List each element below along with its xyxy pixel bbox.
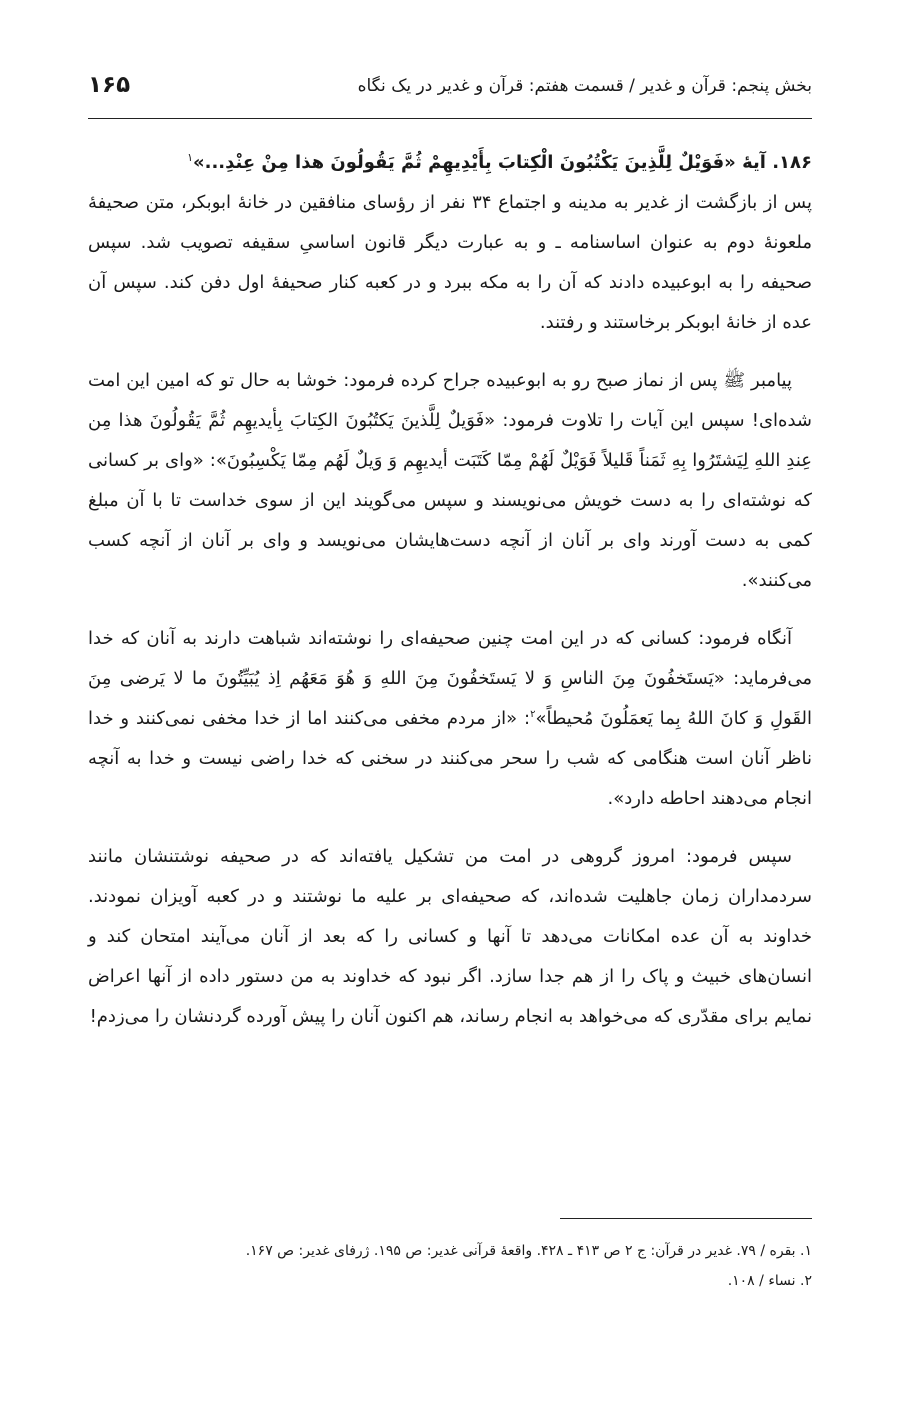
verse-heading xyxy=(88,142,812,179)
paragraph-2: پیامبر ﷺ پس از نماز صبح رو به ابوعبیده جراح کرده فرمود: خوشا به حال تو که امین این امت شده‌ای! سپس این آیات را تلاوت فرمود: «فَوَیلٌ لِلَّذینَ یَکتُبُونَ الکِتابَ بِأیدیهِم ثُمَّ یَقُولُونَ هذا مِن عِندِ اللهِ لِیَشتَرُوا بِهِ ثَمَناً قَلیلاً فَوَیْلٌ لَهُمْ مِمّا کَتَبَت أیدیهِم وَ وَیلٌ لَهُم مِمّا یَکْسِبُونَ»: «وای بر کسانی که نوشته‌ای را به دست خویش می‌نویسند و سپس می‌گویند این از سوی خداست تا با آن مبلغ کمی به دست آورند وای بر آنان از آنچه دست‌هایشان می‌نویسد و وای بر آنان از آنچه کسب می‌کنند». xyxy=(88,370,812,591)
page-number: ۱۶۵ xyxy=(88,72,131,98)
page-body xyxy=(88,142,812,1055)
paragraph-3 xyxy=(88,619,812,819)
footnotes xyxy=(88,1236,812,1296)
page-header xyxy=(88,72,812,112)
footnote-ref-2: ۲ xyxy=(530,709,536,720)
footnote-rule xyxy=(560,1218,812,1219)
footnote-ref-1: ۱ xyxy=(187,151,193,164)
paragraph-4: سپس فرمود: امروز گروهی در امت من تشکیل یافته‌اند که در صحیفه نوشتنشان مانند سردمداران زمان جاهلیت شده‌اند، که صحیفه‌ای بر علیه ما نوشتند و در کعبه آویزان نمودند. خداوند به آن عده امکانات می‌دهد تا آنها و کسانی را که بعد از آنان می‌آیند امتحان کند و انسان‌های خبیث و پاک را از هم جدا سازد. اگر نبود که خداوند به من دستور داده از آنها اعراض نمایم برای مقدّری که می‌خواهد به انجام رساند، هم اکنون آنان را پیش آورده گردنشان را می‌زدم! xyxy=(88,846,812,1027)
paragraph-1: پس از بازگشت از غدیر به مدینه و اجتماع ۳۴ نفر از رؤسای منافقین در خانهٔ ابوبکر، متن صحیفهٔ ملعونهٔ دوم به عنوان اساسنامه ـ و به عبارت دیگر قانون اساسیِ سقیفه تصویب شد. سپس صحیفه را به ابوعبیده دادند که آن را به مکه ببرد و در کعبه کنار صحیفهٔ اول دفن کند. سپس آن عده از خانهٔ ابوبکر برخاستند و رفتند. xyxy=(88,192,813,333)
paragraph-3-text: آنگاه فرمود: کسانی که در این امت چنین صحیفه‌ای را نوشته‌اند شباهت دارند به آنان که خدا می‌فرماید: «یَستَخفُونَ مِنَ الناسِ وَ لا یَستَخفُونَ مِنَ اللهِ وَ هُوَ مَعَهُم اِذ یُبَیِّتُونَ ما لا یَرضی مِنَ القَولِ وَ کانَ اللهُ بِما یَعمَلُونَ مُحیطاً» xyxy=(88,628,813,729)
verse-heading-text: ۱۸۶. آیهٔ «فَوَیْلٌ لِلَّذِینَ یَکْتُبُونَ الْکِتابَ بِأَیْدِیهِمْ ثُمَّ یَقُولُونَ هذا مِنْ عِنْدِ...» xyxy=(192,152,812,173)
footnote-1: ۱. بقره / ۷۹. غدیر در قرآن: ج ۲ ص ۴۱۳ ـ ۴۲۸. واقعهٔ قرآنی غدیر: ص ۱۹۵. ژرفای غدیر: ص ۱۶۷. xyxy=(245,1243,812,1259)
paragraph-3-translation: : «از مردم مخفی می‌کنند اما از خدا مخفی نمی‌کنند و خدا ناظر آنان است هنگامی که شب را سحر می‌کنند در سخنی که خدا راضی نیست و خدا به آنچه انجام می‌دهند احاطه دارد». xyxy=(88,708,812,809)
running-head: بخش پنجم: قرآن و غدیر / قسمت هفتم: قرآن و غدیر در یک نگاه xyxy=(357,76,812,96)
footnote-2: ۲. نساء / ۱۰۸. xyxy=(727,1273,812,1289)
header-rule xyxy=(88,118,812,119)
